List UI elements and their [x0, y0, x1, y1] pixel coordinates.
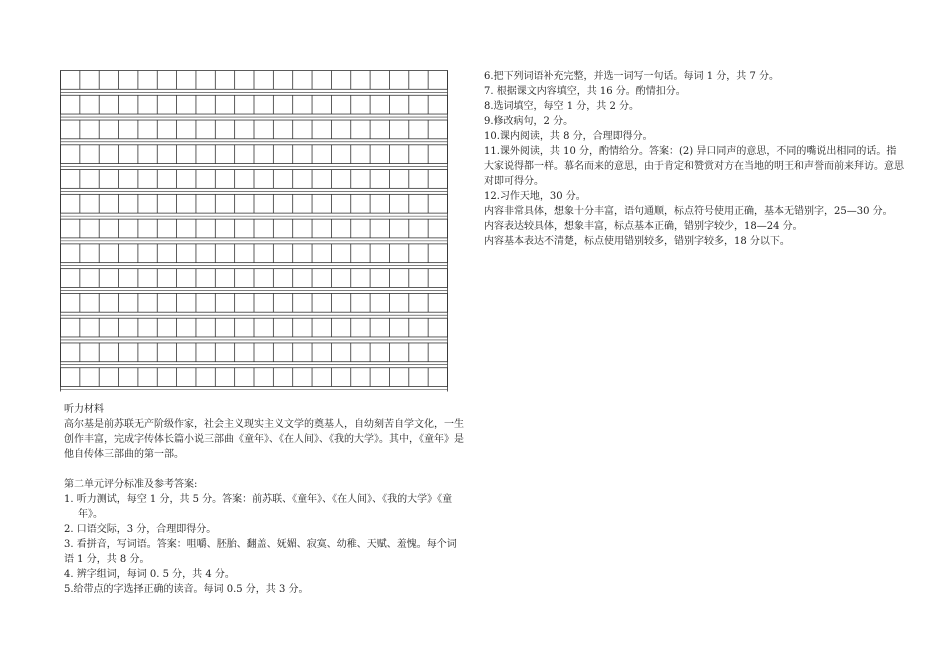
listening-heading: 听力材料 — [64, 404, 104, 415]
right-column — [484, 69, 904, 249]
rubric-level-1: 内容非常具体，想象十分丰富，语句通顺，标点符号使用正确，基本无错别字，25—30 分。 — [484, 206, 893, 217]
left-column — [64, 402, 464, 597]
grid-row — [61, 145, 448, 167]
grid-row — [61, 95, 448, 117]
scoring-item-12: 12.习作天地，30 分。 — [484, 191, 586, 202]
scoring-item-1: 1. 听力测试，每空 1 分，共 5 分。答案：前苏联、《童年》、《在人间》、《我的大学》《童 — [64, 494, 453, 505]
scoring-heading: 第二单元评分标准及参考答案: — [64, 479, 198, 490]
grid-row — [61, 219, 448, 241]
grid-row — [61, 269, 448, 291]
rubric-level-2: 内容表达较具体，想象丰富，标点基本正确，错别字较少，18—24 分。 — [484, 221, 803, 232]
grid-row — [61, 318, 448, 340]
scoring-item-7: 7. 根据课文内容填空，共 16 分。酌情扣分。 — [484, 86, 686, 97]
scoring-item-9: 9.修改病句，2 分。 — [484, 116, 574, 127]
grid-row — [61, 343, 448, 365]
scoring-item-3: 3. 看拼音，写词语。答案：咀嚼、胚胎、翻盖、妩媚、寂寞、幼稚、天赋、羞愧。每个词语 1 分，共 8 分。 — [64, 539, 457, 565]
grid-row — [61, 170, 448, 192]
rubric-level-3: 内容基本表达不清楚，标点使用错别较多，错别字较多，18 分以下。 — [484, 236, 790, 247]
grid-row — [61, 368, 448, 390]
grid-row — [61, 244, 448, 266]
scoring-item-4: 4. 辨字组词，每词 0. 5 分，共 4 分。 — [64, 569, 235, 580]
scoring-item-8: 8.选词填空，每空 1 分，共 2 分。 — [484, 101, 639, 112]
grid-row — [61, 120, 448, 142]
scoring-item-5: 5.给带点的字选择正确的读音。每词 0.5 分，共 3 分。 — [64, 584, 309, 595]
scoring-item-2: 2. 口语交际，3 分，合理即得分。 — [64, 524, 217, 535]
grid-row — [61, 71, 448, 93]
listening-body: 高尔基是前苏联无产阶级作家，社会主义现实主义文学的奠基人，自幼刻苦自学文化，一生创作丰富，完成字传体长篇小说三部曲《童年》、《在人间》、《我的大学》。其中，《童年》是他自传体三部曲的第一部。 — [64, 419, 464, 460]
scoring-item-1-cont: 年》。 — [78, 509, 103, 520]
scoring-item-6: 6.把下列词语补充完整，并选一词写一句话。每词 1 分，共 7 分。 — [484, 71, 779, 82]
scoring-item-11: 11.课外阅读，共 10 分，酌情给分。答案：(2) 异口同声的意思，不同的嘴说出相同的话。指大家说得都一样。慕名而来的意思，由于肯定和赞赏对方在当地的明王和声誉而前来拜访。意思对即可得分。 — [484, 146, 904, 187]
scoring-item-10: 10.课内阅读，共 8 分，合理即得分。 — [484, 131, 653, 142]
grid-row — [61, 293, 448, 315]
composition-grid — [60, 70, 448, 392]
grid-row — [61, 194, 448, 216]
